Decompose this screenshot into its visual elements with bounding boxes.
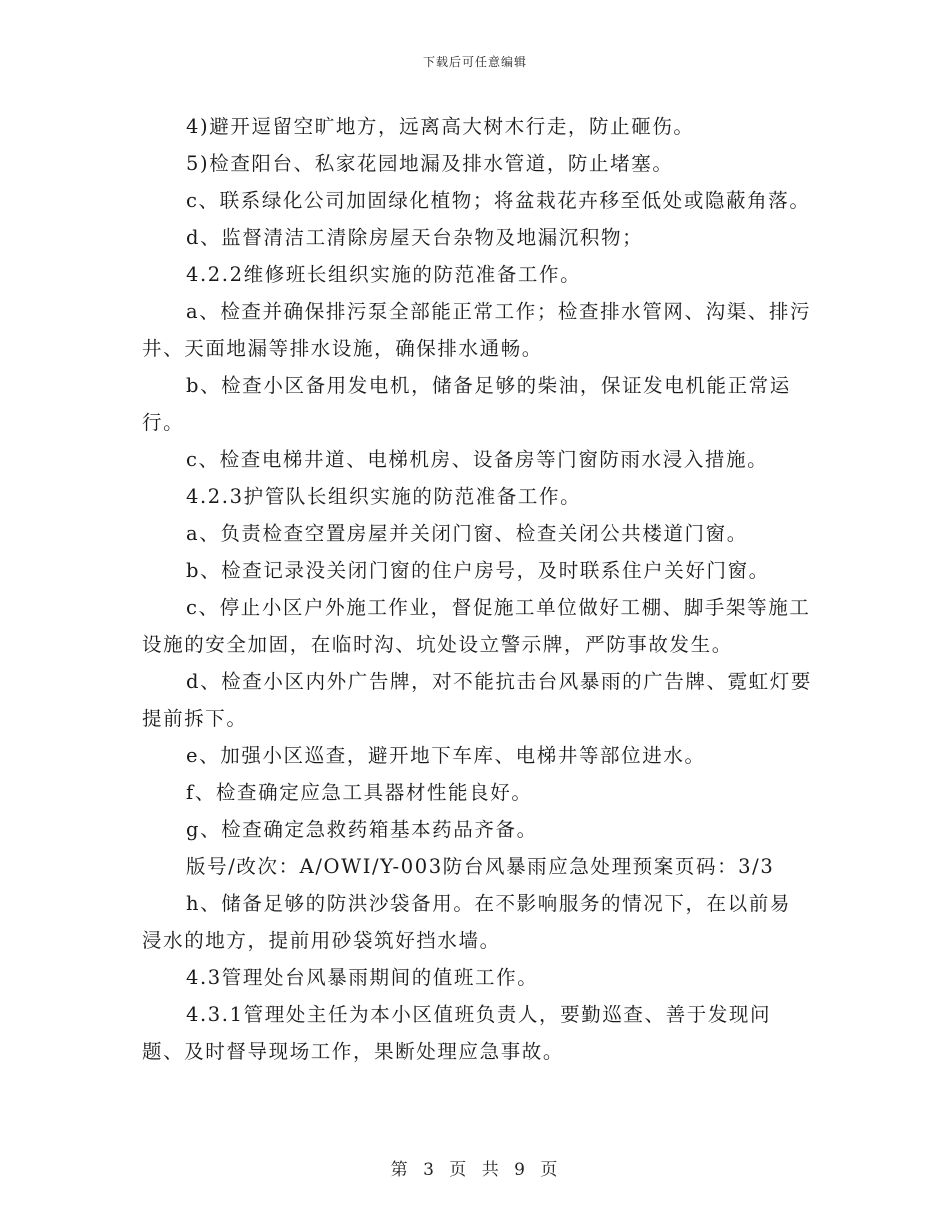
paragraph: 4)避开逗留空旷地方，远离高大树木行走，防止砸伤。 bbox=[186, 115, 695, 138]
paragraph: c、联系绿化公司加固绿化植物；将盆栽花卉移至低处或隐蔽角落。 bbox=[186, 189, 811, 212]
paragraph: e、加强小区巡查，避开地下车库、电梯井等部位进水。 bbox=[186, 744, 706, 767]
paragraph: b、检查小区备用发电机，储备足够的柴油，保证发电机能正常运行。 bbox=[142, 374, 791, 434]
paragraph: h、储备足够的防洪沙袋备用。在不影响服务的情况下，在以前易浸水的地方，提前用砂袋筑好挡水墙。 bbox=[142, 892, 791, 952]
paragraph: b、检查记录没关闭门窗的住户房号，及时联系住户关好门窗。 bbox=[186, 559, 770, 582]
section-heading: 4.2.3护管队长组织实施的防范准备工作。 bbox=[186, 485, 582, 508]
section-heading: 4.2.2维修班长组织实施的防范准备工作。 bbox=[186, 263, 582, 286]
document-version-line: 版号/改次：A/OWI/Y-003防台风暴雨应急处理预案页码：3/3 bbox=[186, 855, 775, 878]
paragraph: c、检查电梯井道、电梯机房、设备房等门窗防雨水浸入措施。 bbox=[186, 448, 769, 471]
paragraph: g、检查确定急救药箱基本药品齐备。 bbox=[186, 818, 538, 841]
section-heading: 4.3管理处台风暴雨期间的值班工作。 bbox=[186, 966, 539, 989]
paragraph: 4.3.1管理处主任为本小区值班负责人，要勤巡查、善于发现问题、及时督导现场工作，果断处理应急事故。 bbox=[142, 1003, 772, 1063]
document-body bbox=[142, 108, 812, 1070]
page-header: 下载后可任意编辑 bbox=[422, 55, 527, 69]
paragraph: 5)检查阳台、私家花园地漏及排水管道，防止堵塞。 bbox=[186, 152, 674, 175]
paragraph: d、检查小区内外广告牌，对不能抗击台风暴雨的广告牌、霓虹灯要提前拆下。 bbox=[142, 670, 812, 730]
page-number-footer: 第 3 页 共 9 页 bbox=[390, 1160, 560, 1180]
paragraph: d、监督清洁工清除房屋天台杂物及地漏沉积物； bbox=[186, 226, 644, 249]
paragraph: c、停止小区户外施工作业，督促施工单位做好工棚、脚手架等施工设施的安全加固，在临时沟、坑处设立警示牌，严防事故发生。 bbox=[142, 596, 811, 656]
paragraph: f、检查确定应急工具器材性能良好。 bbox=[186, 781, 533, 804]
paragraph: a、检查并确保排污泵全部能正常工作；检查排水管网、沟渠、排污井、天面地漏等排水设施，确保排水通畅。 bbox=[142, 300, 812, 360]
paragraph: a、负责检查空置房屋并关闭门窗、检查关闭公共楼道门窗。 bbox=[186, 522, 748, 545]
